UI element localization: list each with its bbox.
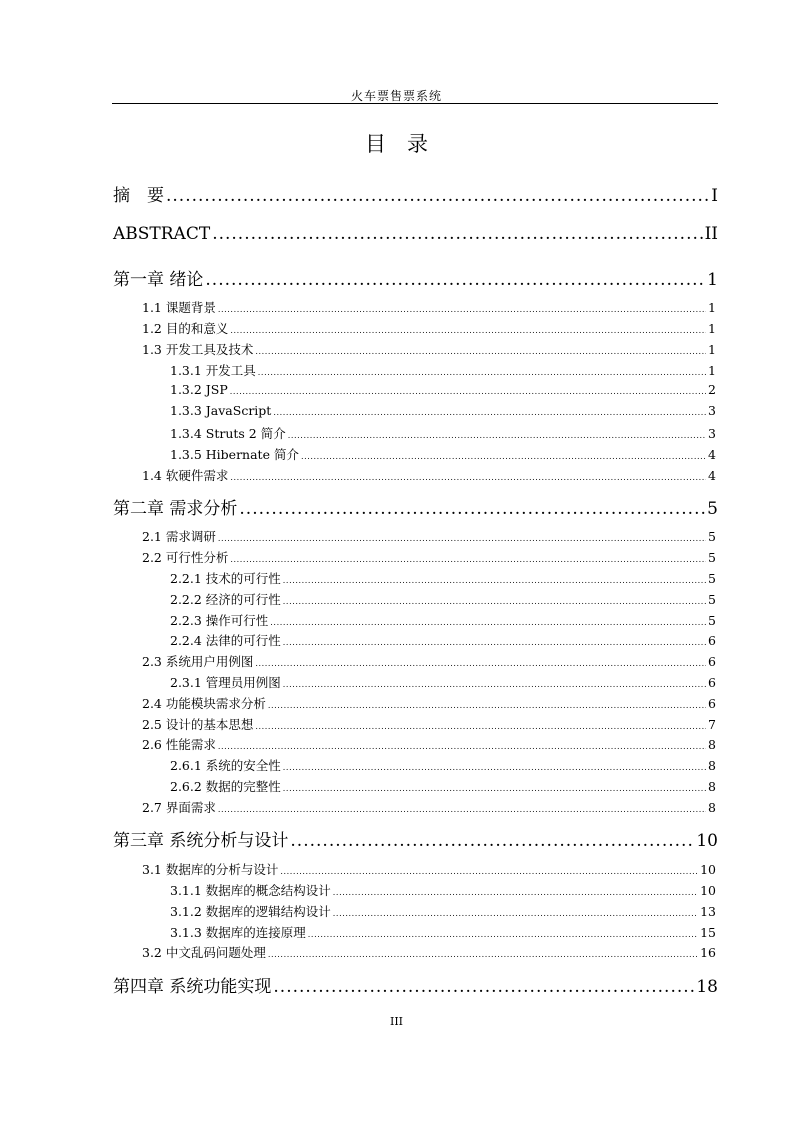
toc-entry-label: 2.2.2 经济的可行性: [170, 592, 281, 607]
dot-leader: [230, 382, 706, 397]
toc-entry-abstract-en[interactable]: [113, 224, 718, 244]
toc-entry-label: 1.3.4 Struts 2 简介: [170, 426, 286, 441]
toc-entry-1-3-2[interactable]: [170, 382, 716, 397]
toc-entry-1-4[interactable]: [142, 466, 716, 484]
dot-leader: [270, 613, 706, 628]
toc-entry-chapter-2[interactable]: [113, 494, 718, 519]
dot-leader: [283, 571, 706, 586]
dot-leader: [283, 675, 706, 690]
toc-entry-label: 2.6.2 数据的完整性: [170, 779, 281, 794]
toc-entry-page: 5: [707, 499, 718, 519]
toc-entry-label: 1.3.5 Hibernate 简介: [170, 447, 299, 462]
toc-entry-page: 1: [708, 300, 716, 315]
toc-entry-label: 2.3 系统用户用例图: [142, 654, 254, 669]
toc-entry-label: 2.5 设计的基本思想: [142, 717, 254, 732]
toc-entry-2-2-2[interactable]: [170, 590, 716, 608]
dot-leader: [166, 186, 709, 206]
toc-entry-2-2-3[interactable]: [170, 611, 716, 629]
toc-entry-page: 5: [708, 592, 716, 607]
toc-title: 目 录: [365, 132, 428, 156]
dot-leader: [268, 945, 698, 960]
dot-leader: [258, 363, 706, 378]
toc-entry-2-7[interactable]: [142, 798, 716, 816]
toc-entry-1-3-5[interactable]: [170, 445, 716, 463]
dot-leader: [239, 499, 705, 519]
toc-entry-1-2[interactable]: [142, 319, 716, 337]
toc-entry-2-6-2[interactable]: [170, 777, 716, 795]
toc-entry-label: 1.3.2 JSP: [170, 382, 228, 397]
toc-entry-3-1[interactable]: [142, 860, 716, 878]
toc-entry-page: I: [711, 186, 718, 206]
toc-entry-page: 6: [708, 696, 716, 711]
toc-entry-2-2[interactable]: [142, 548, 716, 566]
dot-leader: [230, 468, 706, 483]
toc-entry-page: 6: [708, 633, 716, 648]
page-number: III: [389, 1015, 404, 1028]
toc-entry-label: 1.2 目的和意义: [142, 321, 229, 336]
toc-entry-label: 2.6 性能需求: [142, 737, 216, 752]
toc-entry-2-1[interactable]: [142, 527, 716, 545]
toc-entry-label: 1.1 课题背景: [142, 300, 216, 315]
toc-entry-label: 2.3.1 管理员用例图: [170, 675, 281, 690]
dot-leader: [230, 321, 706, 336]
toc-entry-label: 2.2.3 操作可行性: [170, 613, 269, 628]
toc-entry-label: 摘 要: [113, 186, 164, 206]
toc-entry-label: 2.4 功能模块需求分析: [142, 696, 266, 711]
dot-leader: [308, 925, 698, 940]
toc-entry-label: 2.2.1 技术的可行性: [170, 571, 281, 586]
toc-entry-label: ABSTRACT: [113, 224, 211, 244]
dot-leader: [218, 529, 706, 544]
toc-entry-label: 1.3 开发工具及技术: [142, 342, 254, 357]
dot-leader: [333, 904, 698, 919]
toc-entry-1-3-3[interactable]: [170, 403, 716, 418]
toc-entry-label: 3.1.1 数据库的概念结构设计: [170, 883, 331, 898]
toc-entry-2-3[interactable]: [142, 652, 716, 670]
toc-entry-page: 10: [700, 862, 716, 877]
dot-leader: [283, 592, 706, 607]
dot-leader: [218, 800, 706, 815]
dot-leader: [283, 758, 706, 773]
toc-entry-label: 2.1 需求调研: [142, 529, 216, 544]
toc-entry-label: 3.1.3 数据库的连接原理: [170, 925, 306, 940]
toc-entry-label: 2.2 可行性分析: [142, 550, 229, 565]
toc-entry-chapter-4[interactable]: [113, 972, 718, 997]
dot-leader: [218, 300, 706, 315]
dot-leader: [218, 737, 706, 752]
toc-entry-page: 6: [708, 654, 716, 669]
dot-leader: [301, 447, 706, 462]
toc-entry-label: 3.1 数据库的分析与设计: [142, 862, 279, 877]
toc-entry-page: 5: [708, 571, 716, 586]
toc-entry-label: 第二章 需求分析: [113, 499, 238, 519]
toc-entry-label: 1.3.1 开发工具: [170, 363, 256, 378]
toc-entry-3-1-1[interactable]: [170, 881, 716, 899]
dot-leader: [268, 696, 706, 711]
toc-entry-2-4[interactable]: [142, 694, 716, 712]
dot-leader: [255, 342, 706, 357]
dot-leader: [273, 403, 706, 418]
toc-entry-label: 2.6.1 系统的安全性: [170, 758, 281, 773]
toc-entry-2-2-4[interactable]: [170, 631, 716, 649]
toc-entry-label: 2.7 界面需求: [142, 800, 216, 815]
toc-entry-1-3-1[interactable]: [170, 361, 716, 379]
toc-entry-2-6[interactable]: [142, 735, 716, 753]
running-header: 火车票售票系统: [350, 89, 442, 103]
toc-entry-page: 10: [700, 883, 716, 898]
toc-entry-page: 8: [708, 800, 716, 815]
toc-entry-page: 10: [696, 831, 718, 851]
toc-entry-page: 5: [708, 550, 716, 565]
toc-entry-2-6-1[interactable]: [170, 756, 716, 774]
toc-entry-page: 4: [708, 468, 716, 483]
toc-entry-page: 1: [708, 363, 716, 378]
dot-leader: [283, 779, 706, 794]
toc-entry-page: 1: [708, 321, 716, 336]
dot-leader: [205, 270, 705, 290]
toc-entry-label: 3.1.2 数据库的逻辑结构设计: [170, 904, 331, 919]
dot-leader: [290, 831, 694, 851]
toc-entry-page: 18: [696, 977, 718, 997]
toc-entry-label: 第四章 系统功能实现: [113, 977, 272, 997]
toc-entry-page: 8: [708, 758, 716, 773]
dot-leader: [288, 426, 706, 441]
toc-entry-page: 8: [708, 737, 716, 752]
toc-entry-chapter-3[interactable]: [113, 826, 718, 851]
toc-entry-page: 8: [708, 779, 716, 794]
toc-entry-page: 3: [708, 426, 716, 441]
toc-entry-page: 5: [708, 529, 716, 544]
dot-leader: [280, 862, 698, 877]
dot-leader: [333, 883, 698, 898]
dot-leader: [255, 717, 706, 732]
toc-entry-page: 13: [700, 904, 716, 919]
toc-entry-chapter-1[interactable]: [113, 265, 718, 290]
toc-entry-page: 1: [708, 342, 716, 357]
toc-entry-1-3[interactable]: [142, 340, 716, 358]
dot-leader: [273, 977, 694, 997]
toc-entry-page: 6: [708, 675, 716, 690]
toc-entry-1-1[interactable]: [142, 298, 716, 316]
toc-entry-page: 5: [708, 613, 716, 628]
toc-entry-2-5[interactable]: [142, 715, 716, 733]
toc-entry-page: 7: [708, 717, 716, 732]
toc-entry-page: 4: [708, 447, 716, 462]
toc-entry-label: 1.3.3 JavaScript: [170, 403, 272, 418]
toc-entry-label: 第三章 系统分析与设计: [113, 831, 289, 851]
toc-entry-3-1-3[interactable]: [170, 923, 716, 941]
dot-leader: [230, 550, 706, 565]
toc-entry-label: 1.4 软硬件需求: [142, 468, 229, 483]
toc-entry-page: 1: [707, 270, 718, 290]
toc-entry-abstract-cn[interactable]: [113, 181, 718, 206]
dot-leader: [283, 633, 706, 648]
toc-entry-2-2-1[interactable]: [170, 569, 716, 587]
toc-entry-page: 15: [700, 925, 716, 940]
toc-entry-3-2[interactable]: [142, 943, 716, 961]
toc-entry-label: 第一章 绪论: [113, 270, 204, 290]
toc-entry-2-3-1[interactable]: [170, 673, 716, 691]
toc-entry-page: 3: [708, 403, 716, 418]
toc-entry-label: 2.2.4 法律的可行性: [170, 633, 281, 648]
toc-entry-page: 16: [700, 945, 716, 960]
toc-entry-3-1-2[interactable]: [170, 902, 716, 920]
dot-leader: [212, 224, 702, 244]
toc-entry-page: 2: [708, 382, 716, 397]
toc-entry-label: 3.2 中文乱码问题处理: [142, 945, 266, 960]
toc-entry-1-3-4[interactable]: [170, 424, 716, 442]
toc-entry-page: II: [704, 224, 718, 244]
dot-leader: [255, 654, 706, 669]
